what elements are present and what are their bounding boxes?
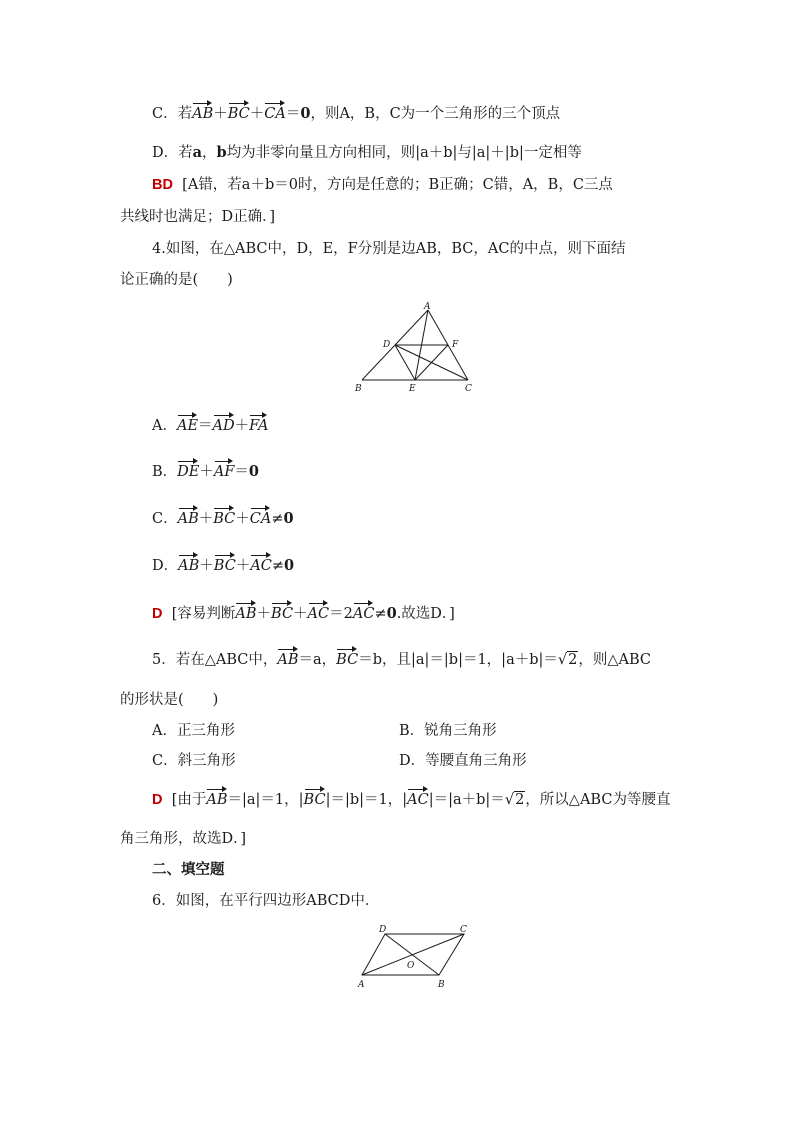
- label-d: D: [383, 340, 391, 350]
- section-title-fill-in: 二、填空题: [152, 861, 225, 878]
- q4-answer-line: D [容易判断AB＋BC＋AC＝2AC≠0.故选D．]: [152, 605, 455, 622]
- label-d: D: [379, 925, 387, 935]
- q4-option-c: C．AB＋BC＋CA≠0: [152, 510, 294, 527]
- q4-option-a: A．AE＝AD＋FA: [152, 418, 269, 434]
- label-b: B: [438, 980, 445, 990]
- vector-ab: AB: [192, 106, 214, 122]
- q4-option-b: B．DE＋AF＝0: [152, 463, 260, 480]
- q5-option-a: A．正三角形: [152, 723, 235, 739]
- q5-option-c: C．斜三角形: [152, 753, 236, 769]
- q6-parallelogram-figure: [352, 920, 477, 992]
- q5-stem: 5．若在△ABC中，AB＝a，BC＝b，且|a|＝|b|＝1，|a＋b|＝√2，则△ABC: [152, 652, 652, 668]
- q4-stem-cont: 论正确的是( ): [120, 272, 233, 288]
- label-o: O: [407, 961, 415, 971]
- q4-triangle-figure: [350, 300, 480, 395]
- vector-ca: CA: [264, 106, 286, 122]
- vector-bc: BC: [227, 106, 250, 122]
- q5-explanation-cont: 角三角形，故选D．]: [120, 831, 247, 847]
- q6-stem: 6．如图，在平行四边形ABCD中．: [152, 893, 380, 909]
- q4-stem: 4.如图，在△ABC中，D，E，F分别是边AB，BC，AC的中点，则下面结: [152, 241, 626, 257]
- label-c: C: [460, 925, 467, 935]
- q5-answer: D: [152, 792, 163, 808]
- q3-answer: BD: [152, 177, 173, 193]
- q3-option-d: D．若a，b均为非零向量且方向相同，则|a＋b|与|a|＋|b|一定相等: [152, 144, 582, 161]
- q5-answer-line: D [由于AB＝|a|＝1，|BC|＝|b|＝1，|AC|＝|a＋b|＝√2，所以△ABC为等腰直: [152, 792, 671, 808]
- q5-stem-cont: 的形状是( ): [120, 692, 219, 708]
- q4-answer: D: [152, 606, 163, 622]
- q3-answer-line: BD [A错，若a＋b＝0时，方向是任意的；B正确；C错，A，B，C三点: [152, 177, 613, 193]
- q3-option-c: C．若AB＋BC＋CA＝0，则A，B，C为一个三角形的三个顶点: [152, 105, 561, 122]
- q5-option-b: B．锐角三角形: [399, 723, 497, 739]
- label-c: C: [465, 384, 472, 394]
- segment-dc: [395, 345, 468, 380]
- label-e: E: [409, 384, 416, 394]
- q4-option-d: D．AB＋BC＋AC≠0: [152, 557, 295, 574]
- label-b: B: [355, 384, 362, 394]
- label-a: A: [358, 980, 365, 990]
- label-a: A: [424, 302, 431, 312]
- label-f: F: [452, 340, 459, 350]
- q5-option-d: D．等腰直角三角形: [399, 753, 527, 769]
- q3-explanation-cont: 共线时也满足；D正确．]: [120, 209, 276, 225]
